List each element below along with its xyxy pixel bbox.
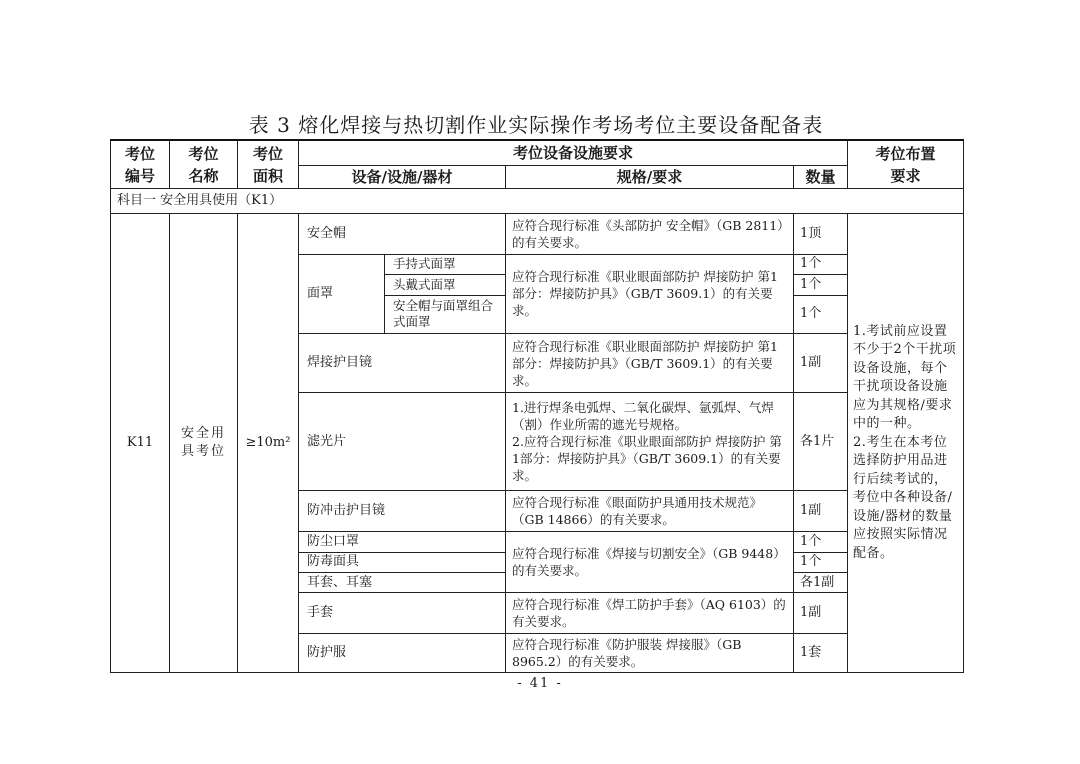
spec-cell: 应符合现行标准《职业眼面部防护 焊接防护 第1部分：焊接防护具》（GB/T 3609.1）的有关要求。 <box>506 254 794 334</box>
spec-cell <box>506 393 794 491</box>
equipment-item: 耳套、耳塞 <box>299 572 506 592</box>
equipment-item: 手套 <box>299 593 506 634</box>
header-spec: 规格/要求 <box>506 166 794 189</box>
quantity-cell: 1副 <box>794 593 848 634</box>
page-number: - 41 - <box>517 676 563 691</box>
spec-cell: 应符合现行标准《职业眼面部防护 焊接防护 第1部分：焊接防护具》（GB/T 3609.1）的有关要求。 <box>506 334 794 393</box>
header-qty: 数量 <box>794 166 848 189</box>
table-title: 表 3 熔化焊接与热切割作业实际操作考场考位主要设备配备表 <box>248 113 824 137</box>
quantity-cell: 1个 <box>794 275 848 295</box>
station-name: 安全用具考位 <box>170 213 238 672</box>
spec-cell: 应符合现行标准《眼面防护具通用技术规范》（GB 14866）的有关要求。 <box>506 491 794 532</box>
equipment-item: 焊接护目镜 <box>299 334 506 393</box>
equipment-item: 防尘口罩 <box>299 532 506 552</box>
spec-line: 1.进行焊条电弧焊、二氧化碳焊、氩弧焊、气焊（割）作业所需的遮光号规格。 <box>512 400 774 433</box>
quantity-cell: 1个 <box>794 552 848 572</box>
spec-cell: 应符合现行标准《防护服装 焊接服》（GB 8965.2）的有关要求。 <box>506 634 794 673</box>
spec-line: 2.应符合现行标准《职业眼面部防护 焊接防护 第1部分：焊接防护具》（GB/T 3609.1）的有关要求。 <box>512 434 782 484</box>
quantity-cell: 1副 <box>794 334 848 393</box>
layout-requirements <box>848 213 964 672</box>
sub-item: 头戴式面罩 <box>385 275 506 295</box>
subject-label: 科目一 安全用具使用（K1） <box>111 189 964 213</box>
header-requirements-group: 考位设备设施要求 <box>299 140 848 166</box>
header-layout-requirements: 考位布置 要求 <box>848 140 964 189</box>
quantity-cell: 1个 <box>794 295 848 334</box>
equipment-item: 防冲击护目镜 <box>299 491 506 532</box>
quantity-cell: 1个 <box>794 532 848 552</box>
spec-cell: 应符合现行标准《头部防护 安全帽》（GB 2811）的有关要求。 <box>506 213 794 254</box>
sub-item: 安全帽与面罩组合式面罩 <box>385 295 506 334</box>
quantity-cell: 各1片 <box>794 393 848 491</box>
station-area: ≥10m² <box>238 213 299 672</box>
quantity-cell: 1副 <box>794 491 848 532</box>
quantity-cell: 1套 <box>794 634 848 673</box>
header-station-no: 考位 编号 <box>111 140 170 189</box>
spec-cell: 应符合现行标准《焊接与切割安全》（GB 9448）的有关要求。 <box>506 532 794 593</box>
equipment-item: 防毒面具 <box>299 552 506 572</box>
header-station-name: 考位 名称 <box>170 140 238 189</box>
table-row <box>111 213 964 254</box>
quantity-cell: 1个 <box>794 254 848 274</box>
equipment-item: 滤光片 <box>299 393 506 491</box>
header-row-1 <box>111 140 964 166</box>
header-equipment: 设备/设施/器材 <box>299 166 506 189</box>
header-station-area: 考位 面积 <box>238 140 299 189</box>
spec-cell: 应符合现行标准《焊工防护手套》（AQ 6103）的有关要求。 <box>506 593 794 634</box>
quantity-cell: 1顶 <box>794 213 848 254</box>
sub-item: 手持式面罩 <box>385 254 506 274</box>
layout-note: 1.考试前应设置不少于2个干扰项设备设施，每个干扰项设备设施应为其规格/要求中的一种。 <box>853 323 957 432</box>
quantity-cell: 各1副 <box>794 572 848 592</box>
equipment-item: 防护服 <box>299 634 506 673</box>
equipment-table <box>110 139 964 673</box>
subject-row <box>111 189 964 213</box>
station-number: K11 <box>111 213 170 672</box>
layout-note: 2.考生在本考位选择防护用品进行后续考试的，考位中各种设备/设施/器材的数量应按照实际情况配备。 <box>853 434 953 561</box>
equipment-item: 安全帽 <box>299 213 506 254</box>
equipment-item: 面罩 <box>299 254 385 334</box>
